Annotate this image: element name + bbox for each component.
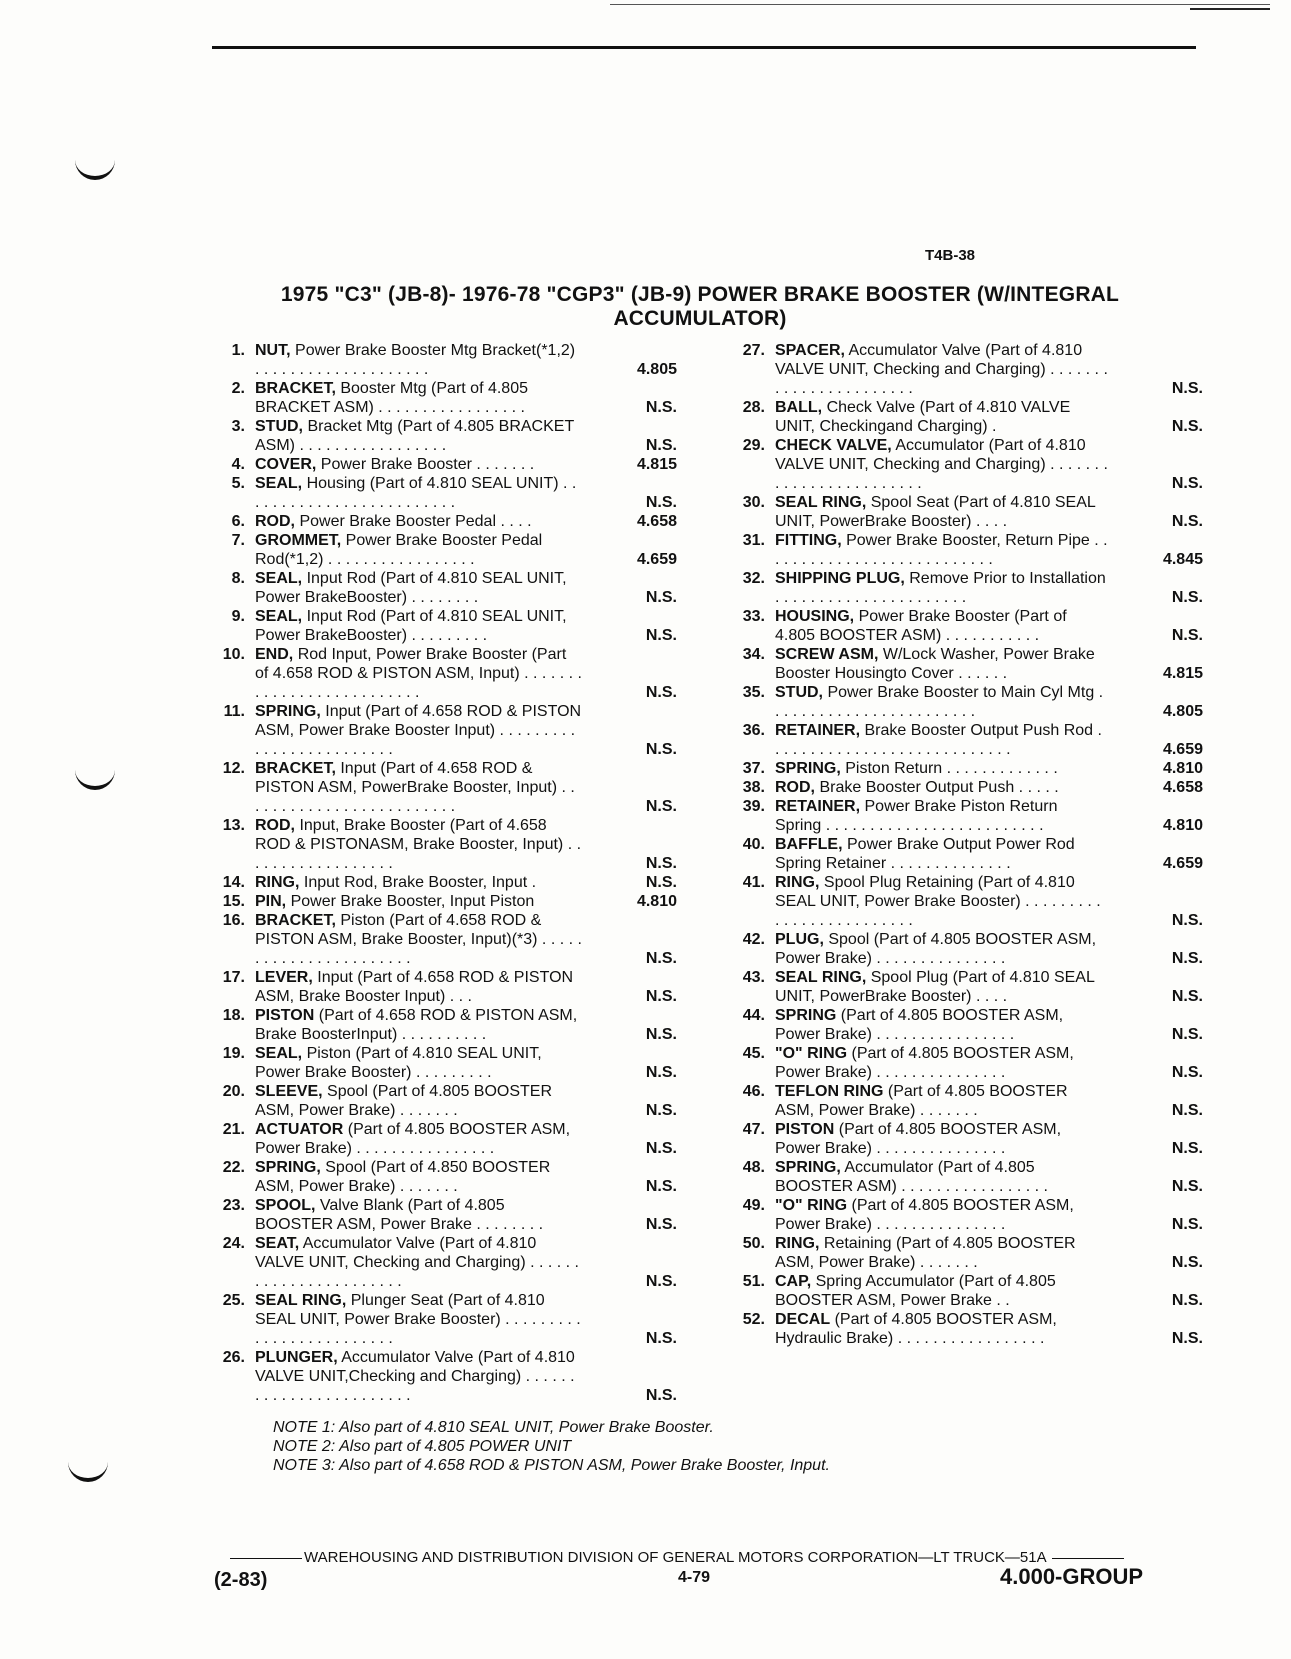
item-number: 24. xyxy=(222,1235,245,1252)
item-reference: N.S. xyxy=(645,399,677,416)
item-number: 3. xyxy=(231,418,245,435)
item-description: Accumulator (Part of 4.805 BOOSTER ASM) . . . . . . . . . . . . . . . . . xyxy=(775,1159,1048,1195)
item-name: SPACER, xyxy=(775,342,845,359)
parts-list-item xyxy=(725,778,1203,797)
item-reference: N.S. xyxy=(645,950,677,967)
item-number: 17. xyxy=(222,969,245,986)
item-name: BRACKET, xyxy=(255,380,336,397)
parts-list-item xyxy=(725,1082,1203,1120)
item-description: Housing (Part of 4.810 SEAL UNIT) . . . . . . . . . . . . . . . . . . . . . . . . . xyxy=(255,475,577,511)
item-description: Power Brake Booster to Main Cyl Mtg . . . . . . . . . . . . . . . . . . . . . . . . xyxy=(775,684,1104,720)
item-number: 9. xyxy=(231,608,245,625)
item-reference: N.S. xyxy=(645,1330,677,1347)
revision-code: (2-83) xyxy=(214,1569,268,1591)
item-reference: N.S. xyxy=(1171,1178,1203,1195)
footer-division-line xyxy=(228,1549,1126,1566)
item-name: SEAL, xyxy=(255,608,303,625)
parts-list-right-column xyxy=(725,341,1203,1348)
item-reference: N.S. xyxy=(1171,418,1203,435)
item-reference: N.S. xyxy=(1171,513,1203,530)
parts-list-item xyxy=(725,436,1203,493)
parts-list-item xyxy=(725,569,1203,607)
item-name: SPRING, xyxy=(775,760,841,777)
item-name: RING, xyxy=(775,874,820,891)
parts-list-item xyxy=(205,892,677,911)
item-reference: N.S. xyxy=(1171,912,1203,929)
item-name: NUT, xyxy=(255,342,291,359)
item-description: Power Brake Booster (Part of 4.805 BOOSTER ASM) . . . . . . . . . . . xyxy=(775,608,1067,644)
item-name: FITTING, xyxy=(775,532,842,549)
item-name: SPRING, xyxy=(255,703,321,720)
item-reference: N.S. xyxy=(1171,950,1203,967)
parts-list-item xyxy=(205,1044,677,1082)
parts-list-item xyxy=(725,493,1203,531)
item-description: Spool Plug Retaining (Part of 4.810 SEAL UNIT, Power Brake Booster) . . . . . . . . . . . . . . . . . . . . . . . . . xyxy=(775,874,1101,929)
page-code: T4B-38 xyxy=(925,247,976,264)
parts-list-item xyxy=(725,930,1203,968)
item-description: W/Lock Washer, Power Brake Booster Housingto Cover . . . . . . xyxy=(775,646,1095,682)
item-reference: 4.658 xyxy=(1162,779,1203,796)
item-description: Brake Booster Output Push . . . . . xyxy=(819,779,1059,796)
item-description: (Part of 4.805 BOOSTER ASM, Power Brake) . . . . . . . . . . . . . . . . xyxy=(255,1121,571,1157)
note-3: NOTE 3: Also part of 4.658 ROD & PISTON ASM, Power Brake Booster, Input. xyxy=(273,1457,830,1474)
group-label: 4.000-GROUP xyxy=(1000,1564,1144,1589)
item-reference: N.S. xyxy=(645,1026,677,1043)
parts-list-item xyxy=(205,1006,677,1044)
parts-list-item xyxy=(205,702,677,759)
item-number: 42. xyxy=(742,931,765,948)
item-number: 15. xyxy=(222,893,245,910)
item-name: TEFLON RING xyxy=(775,1083,884,1100)
item-number: 26. xyxy=(222,1349,245,1366)
parts-list-item xyxy=(205,968,677,1006)
parts-list-item xyxy=(725,607,1203,645)
item-reference: N.S. xyxy=(1171,988,1203,1005)
item-name: ROD, xyxy=(775,779,815,796)
parts-list-item xyxy=(205,1291,677,1348)
item-name: ROD, xyxy=(255,513,295,530)
item-number: 28. xyxy=(742,399,765,416)
item-description: Power Brake Booster, Return Pipe . . . . . . . . . . . . . . . . . . . . . . . . . . . xyxy=(775,532,1108,568)
item-reference: N.S. xyxy=(1171,1064,1203,1081)
item-reference: 4.659 xyxy=(636,551,677,568)
item-name: ACTUATOR xyxy=(255,1121,344,1138)
item-number: 31. xyxy=(742,532,765,549)
item-name: SEAL RING, xyxy=(255,1292,347,1309)
item-description: (Part of 4.658 ROD & PISTON ASM, Brake BoosterInput) . . . . . . . . . . xyxy=(255,1007,578,1043)
parts-list-item xyxy=(205,417,677,455)
item-number: 29. xyxy=(742,437,765,454)
item-description: Power Brake Booster Pedal . . . . xyxy=(299,513,532,530)
item-name: ROD, xyxy=(255,817,295,834)
item-reference: N.S. xyxy=(645,988,677,1005)
item-name: END, xyxy=(255,646,294,663)
item-number: 11. xyxy=(223,703,245,720)
item-reference: N.S. xyxy=(645,1102,677,1119)
item-name: CAP, xyxy=(775,1273,812,1290)
item-number: 51. xyxy=(742,1273,765,1290)
footer-dash-left xyxy=(230,1558,302,1559)
item-reference: 4.810 xyxy=(1162,760,1203,777)
item-number: 45. xyxy=(742,1045,765,1062)
parts-list-item xyxy=(725,1310,1203,1348)
item-name: SHIPPING PLUG, xyxy=(775,570,905,587)
parts-list-item xyxy=(725,1158,1203,1196)
item-description: Input Rod, Brake Booster, Input . xyxy=(303,874,537,891)
item-reference: N.S. xyxy=(1171,1330,1203,1347)
item-description: Booster Mtg (Part of 4.805 BRACKET ASM) . . . . . . . . . . . . . . . . . xyxy=(255,380,528,416)
binder-hole-mark-top xyxy=(75,160,115,180)
item-name: COVER, xyxy=(255,456,317,473)
page-title xyxy=(200,283,1200,331)
item-number: 32. xyxy=(742,570,765,587)
item-reference: 4.805 xyxy=(1162,703,1203,720)
item-name: BRACKET, xyxy=(255,912,336,929)
parts-list-left-column xyxy=(205,341,677,1405)
item-number: 21. xyxy=(222,1121,245,1138)
item-name: SEAL RING, xyxy=(775,969,867,986)
item-reference: N.S. xyxy=(1171,380,1203,397)
item-description: (Part of 4.805 BOOSTER ASM, Power Brake) . . . . . . . . . . . . . . . xyxy=(775,1121,1062,1157)
parts-list-item xyxy=(725,683,1203,721)
item-description: Input Rod (Part of 4.810 SEAL UNIT, Power BrakeBooster) . . . . . . . . . xyxy=(255,608,567,644)
item-name: HOUSING, xyxy=(775,608,855,625)
item-reference: N.S. xyxy=(1171,589,1203,606)
item-reference: N.S. xyxy=(1171,1102,1203,1119)
item-number: 4. xyxy=(231,456,245,473)
item-reference: N.S. xyxy=(1171,1254,1203,1271)
item-description: Spool (Part of 4.805 BOOSTER ASM, Power Brake) . . . . . . . xyxy=(255,1083,553,1119)
item-reference: N.S. xyxy=(645,494,677,511)
item-name: BAFFLE, xyxy=(775,836,843,853)
parts-list-item xyxy=(205,1196,677,1234)
item-name: DECAL xyxy=(775,1311,831,1328)
item-description: Input (Part of 4.658 ROD & PISTON ASM, Power Brake Booster Input) . . . . . . . . . . . . . . . . . . . . . . . . . xyxy=(255,703,582,758)
item-number: 30. xyxy=(742,494,765,511)
parts-list-item xyxy=(205,645,677,702)
item-name: SEAT, xyxy=(255,1235,300,1252)
item-number: 48. xyxy=(742,1159,765,1176)
item-name: "O" RING xyxy=(775,1045,848,1062)
item-reference: N.S. xyxy=(645,874,677,891)
parts-list-item xyxy=(205,816,677,873)
parts-list-item xyxy=(205,873,677,892)
item-description: (Part of 4.805 BOOSTER ASM, Power Brake) . . . . . . . . . . . . . . . . xyxy=(775,1007,1064,1043)
item-reference: 4.658 xyxy=(636,513,677,530)
item-reference: N.S. xyxy=(645,1216,677,1233)
item-number: 12. xyxy=(222,760,245,777)
item-name: BALL, xyxy=(775,399,823,416)
item-reference: N.S. xyxy=(645,1178,677,1195)
title-line-2: ACCUMULATOR) xyxy=(613,307,787,330)
item-number: 41. xyxy=(742,874,765,891)
note-1: NOTE 1: Also part of 4.810 SEAL UNIT, Power Brake Booster. xyxy=(273,1419,714,1436)
item-name: SPOOL, xyxy=(255,1197,316,1214)
item-description: Input, Brake Booster (Part of 4.658 ROD & PISTONASM, Brake Booster, Input) . . . . . . . . . . . . . . . . . . xyxy=(255,817,582,872)
footer-dash-right xyxy=(1052,1558,1124,1559)
item-description: Power Brake Booster Pedal Rod(*1,2) . . . . . . . . . . . . . . . . . xyxy=(255,532,543,568)
item-name: SEAL, xyxy=(255,475,303,492)
parts-list-item xyxy=(725,1196,1203,1234)
item-reference: N.S. xyxy=(645,437,677,454)
item-number: 50. xyxy=(742,1235,765,1252)
top-rule xyxy=(212,46,1196,49)
parts-list-item xyxy=(725,873,1203,930)
item-description: Input (Part of 4.658 ROD & PISTON ASM, Brake Booster Input) . . . xyxy=(255,969,574,1005)
item-description: Retaining (Part of 4.805 BOOSTER ASM, Power Brake) . . . . . . . xyxy=(775,1235,1076,1271)
item-name: PLUG, xyxy=(775,931,824,948)
item-name: SLEEVE, xyxy=(255,1083,323,1100)
item-reference: 4.810 xyxy=(1162,817,1203,834)
item-number: 43. xyxy=(742,969,765,986)
top-thin-rule xyxy=(610,4,1270,5)
item-name: "O" RING xyxy=(775,1197,848,1214)
item-number: 25. xyxy=(222,1292,245,1309)
item-number: 10. xyxy=(222,646,245,663)
top-corner-rule xyxy=(1190,8,1270,10)
item-reference: N.S. xyxy=(1171,1026,1203,1043)
item-description: (Part of 4.805 BOOSTER ASM, Hydraulic Brake) . . . . . . . . . . . . . . . . . xyxy=(775,1311,1057,1347)
item-number: 16. xyxy=(222,912,245,929)
item-description: Accumulator Valve (Part of 4.810 VALVE UNIT, Checking and Charging) . . . . . . . . . . . . . . . . . . . . . . . xyxy=(255,1235,579,1290)
parts-list-item xyxy=(725,1044,1203,1082)
item-number: 7. xyxy=(231,532,245,549)
item-description: Power Brake Booster Mtg Bracket(*1,2) . . . . . . . . . . . . . . . . . . . . xyxy=(255,342,576,378)
item-description: Input (Part of 4.658 ROD & PISTON ASM, PowerBrake Booster, Input) . . . . . . . . . . . . . . . . . . . . . . . . . xyxy=(255,760,575,815)
parts-list-item xyxy=(205,911,677,968)
item-description: Plunger Seat (Part of 4.810 SEAL UNIT, Power Brake Booster) . . . . . . . . . . . . . . . . . . . . . . . . . xyxy=(255,1292,581,1347)
item-number: 39. xyxy=(742,798,765,815)
item-name: RING, xyxy=(775,1235,820,1252)
item-description: Power Brake Booster, Input Piston xyxy=(290,893,535,910)
item-description: (Part of 4.805 BOOSTER ASM, Power Brake) . . . . . . . . . . . . . . . xyxy=(775,1045,1074,1081)
item-number: 52. xyxy=(742,1311,765,1328)
parts-list-item xyxy=(205,1082,677,1120)
item-description: Piston (Part of 4.658 ROD & PISTON ASM, Brake Booster, Input)(*3) . . . . . . . . . . . . . . . . . . . . . . . xyxy=(255,912,582,967)
item-number: 20. xyxy=(222,1083,245,1100)
note-2: NOTE 2: Also part of 4.805 POWER UNIT xyxy=(273,1438,572,1455)
parts-list-item xyxy=(205,1234,677,1291)
item-description: Piston Return . . . . . . . . . . . . . xyxy=(845,760,1058,777)
binder-hole-mark-middle xyxy=(75,770,115,790)
parts-list-item xyxy=(725,759,1203,778)
item-description: Power Brake Booster . . . . . . . xyxy=(320,456,535,473)
item-number: 1. xyxy=(231,342,245,359)
parts-list-item xyxy=(725,341,1203,398)
item-description: (Part of 4.805 BOOSTER ASM, Power Brake) . . . . . . . xyxy=(775,1083,1068,1119)
item-name: PLUNGER, xyxy=(255,1349,338,1366)
item-description: Spring Accumulator (Part of 4.805 BOOSTER ASM, Power Brake . . xyxy=(775,1273,1056,1309)
item-name: PISTON xyxy=(775,1121,835,1138)
notes xyxy=(273,1418,830,1475)
parts-list-item xyxy=(205,379,677,417)
parts-list-item xyxy=(205,474,677,512)
item-number: 47. xyxy=(742,1121,765,1138)
item-description: Spool (Part of 4.805 BOOSTER ASM, Power Brake) . . . . . . . . . . . . . . . xyxy=(775,931,1097,967)
item-reference: N.S. xyxy=(1171,627,1203,644)
parts-list-item xyxy=(205,512,677,531)
item-name: GROMMET, xyxy=(255,532,342,549)
item-number: 46. xyxy=(742,1083,765,1100)
item-reference: 4.810 xyxy=(636,893,677,910)
item-name: SPRING, xyxy=(255,1159,321,1176)
item-reference: 4.845 xyxy=(1162,551,1203,568)
parts-list-item xyxy=(725,835,1203,873)
item-description: Remove Prior to Installation . . . . . . . . . . . . . . . . . . . . . . xyxy=(775,570,1106,606)
item-description: Accumulator Valve (Part of 4.810 VALVE UNIT, Checking and Charging) . . . . . . . . . . . . . . . . . . . . . . . xyxy=(775,342,1108,397)
item-description: Spool (Part of 4.850 BOOSTER ASM, Power Brake) . . . . . . . xyxy=(255,1159,551,1195)
item-reference: N.S. xyxy=(645,589,677,606)
item-number: 40. xyxy=(742,836,765,853)
item-number: 14. xyxy=(222,874,245,891)
item-description: Spool Seat (Part of 4.810 SEAL UNIT, PowerBrake Booster) . . . . xyxy=(775,494,1096,530)
item-number: 33. xyxy=(742,608,765,625)
item-description: Spool Plug (Part of 4.810 SEAL UNIT, PowerBrake Booster) . . . . xyxy=(775,969,1095,1005)
parts-list-item xyxy=(205,341,677,379)
item-name: STUD, xyxy=(255,418,303,435)
item-name: STUD, xyxy=(775,684,823,701)
item-number: 2. xyxy=(231,380,245,397)
parts-list-item xyxy=(205,1158,677,1196)
item-name: SEAL RING, xyxy=(775,494,867,511)
item-description: Bracket Mtg (Part of 4.805 BRACKET ASM) . . . . . . . . . . . . . . . . . xyxy=(255,418,574,454)
item-name: SEAL, xyxy=(255,1045,303,1062)
item-description: Check Valve (Part of 4.810 VALVE UNIT, Checkingand Charging) . xyxy=(775,399,1071,435)
parts-list-item xyxy=(725,531,1203,569)
item-number: 6. xyxy=(231,513,245,530)
parts-list-item xyxy=(725,1234,1203,1272)
item-name: RING, xyxy=(255,874,300,891)
item-description: Accumulator (Part of 4.810 VALVE UNIT, Checking and Charging) . . . . . . . . . . . . . . . . . . . . . . . . xyxy=(775,437,1108,492)
item-number: 36. xyxy=(742,722,765,739)
item-name: CHECK VALVE, xyxy=(775,437,892,454)
footer-division-text: WAREHOUSING AND DISTRIBUTION DIVISION OF GENERAL MOTORS CORPORATION—LT TRUCK—51A xyxy=(304,1549,1046,1566)
item-description: Rod Input, Power Brake Booster (Part of 4.658 ROD & PISTON ASM, Input) . . . . . . . . . . . . . . . . . . . . . . . . . . xyxy=(255,646,582,701)
item-name: PIN, xyxy=(255,893,287,910)
item-number: 34. xyxy=(742,646,765,663)
item-reference: N.S. xyxy=(1171,1292,1203,1309)
item-number: 35. xyxy=(742,684,765,701)
item-description: Piston (Part of 4.810 SEAL UNIT, Power Brake Booster) . . . . . . . . . xyxy=(255,1045,542,1081)
item-number: 18. xyxy=(222,1007,245,1024)
item-reference: N.S. xyxy=(1171,1140,1203,1157)
item-name: SCREW ASM, xyxy=(775,646,879,663)
item-reference: N.S. xyxy=(1171,1216,1203,1233)
item-reference: 4.815 xyxy=(1162,665,1203,682)
item-reference: 4.659 xyxy=(1162,855,1203,872)
parts-list-item xyxy=(205,455,677,474)
item-name: RETAINER, xyxy=(775,722,861,739)
parts-list-item xyxy=(205,531,677,569)
item-reference: 4.815 xyxy=(636,456,677,473)
parts-list-item xyxy=(205,1348,677,1405)
item-reference: N.S. xyxy=(645,1064,677,1081)
item-number: 37. xyxy=(742,760,765,777)
parts-list-item xyxy=(725,968,1203,1006)
item-description: Power Brake Piston Return Spring . . . . . . . . . . . . . . . . . . . . . . . . . xyxy=(775,798,1058,834)
item-name: SPRING, xyxy=(775,1159,841,1176)
item-reference: N.S. xyxy=(645,741,677,758)
page-number: 4-79 xyxy=(678,1569,711,1586)
item-reference: 4.805 xyxy=(636,361,677,378)
parts-list-item xyxy=(725,645,1203,683)
item-name: RETAINER, xyxy=(775,798,861,815)
item-number: 27. xyxy=(742,342,765,359)
parts-list-item xyxy=(205,607,677,645)
parts-list-item xyxy=(725,1120,1203,1158)
item-number: 44. xyxy=(742,1007,765,1024)
parts-list-item xyxy=(725,1006,1203,1044)
item-number: 13. xyxy=(222,817,245,834)
item-name: SEAL, xyxy=(255,570,303,587)
item-reference: N.S. xyxy=(645,855,677,872)
parts-list-item xyxy=(205,1120,677,1158)
parts-list-item xyxy=(205,759,677,816)
item-name: LEVER, xyxy=(255,969,313,986)
item-reference: 4.659 xyxy=(1162,741,1203,758)
binder-hole-mark-bottom xyxy=(68,1462,108,1482)
item-description: (Part of 4.805 BOOSTER ASM, Power Brake) . . . . . . . . . . . . . . . xyxy=(775,1197,1074,1233)
item-number: 5. xyxy=(231,475,245,492)
parts-list-item xyxy=(725,1272,1203,1310)
parts-list-item xyxy=(725,797,1203,835)
item-number: 22. xyxy=(222,1159,245,1176)
item-reference: N.S. xyxy=(645,1273,677,1290)
item-description: Valve Blank (Part of 4.805 BOOSTER ASM, Power Brake . . . . . . . . xyxy=(255,1197,544,1233)
item-number: 8. xyxy=(231,570,245,587)
item-description: Brake Booster Output Push Rod . . . . . . . . . . . . . . . . . . . . . . . . . . . . xyxy=(775,722,1102,758)
item-reference: N.S. xyxy=(645,627,677,644)
item-reference: N.S. xyxy=(645,684,677,701)
title-line-1: 1975 "C3" (JB-8)- 1976-78 "CGP3" (JB-9) POWER BRAKE BOOSTER (W/INTEGRAL xyxy=(280,283,1120,306)
item-reference: N.S. xyxy=(1171,475,1203,492)
item-name: PISTON xyxy=(255,1007,315,1024)
parts-list-item xyxy=(205,569,677,607)
item-reference: N.S. xyxy=(645,1140,677,1157)
item-description: Accumulator Valve (Part of 4.810 VALVE UNIT,Checking and Charging) . . . . . . . . . . . . . . . . . . . . . . . . xyxy=(255,1349,575,1404)
parts-list-item xyxy=(725,721,1203,759)
item-number: 23. xyxy=(222,1197,245,1214)
item-description: Input Rod (Part of 4.810 SEAL UNIT, Power BrakeBooster) . . . . . . . . xyxy=(255,570,567,606)
item-reference: N.S. xyxy=(645,798,677,815)
item-description: Power Brake Output Power Rod Spring Retainer . . . . . . . . . . . . . . xyxy=(775,836,1075,872)
item-number: 38. xyxy=(742,779,765,796)
parts-list-item xyxy=(725,398,1203,436)
item-number: 19. xyxy=(222,1045,245,1062)
item-reference: N.S. xyxy=(645,1387,677,1404)
item-name: BRACKET, xyxy=(255,760,336,777)
item-name: SPRING xyxy=(775,1007,837,1024)
item-number: 49. xyxy=(742,1197,765,1214)
